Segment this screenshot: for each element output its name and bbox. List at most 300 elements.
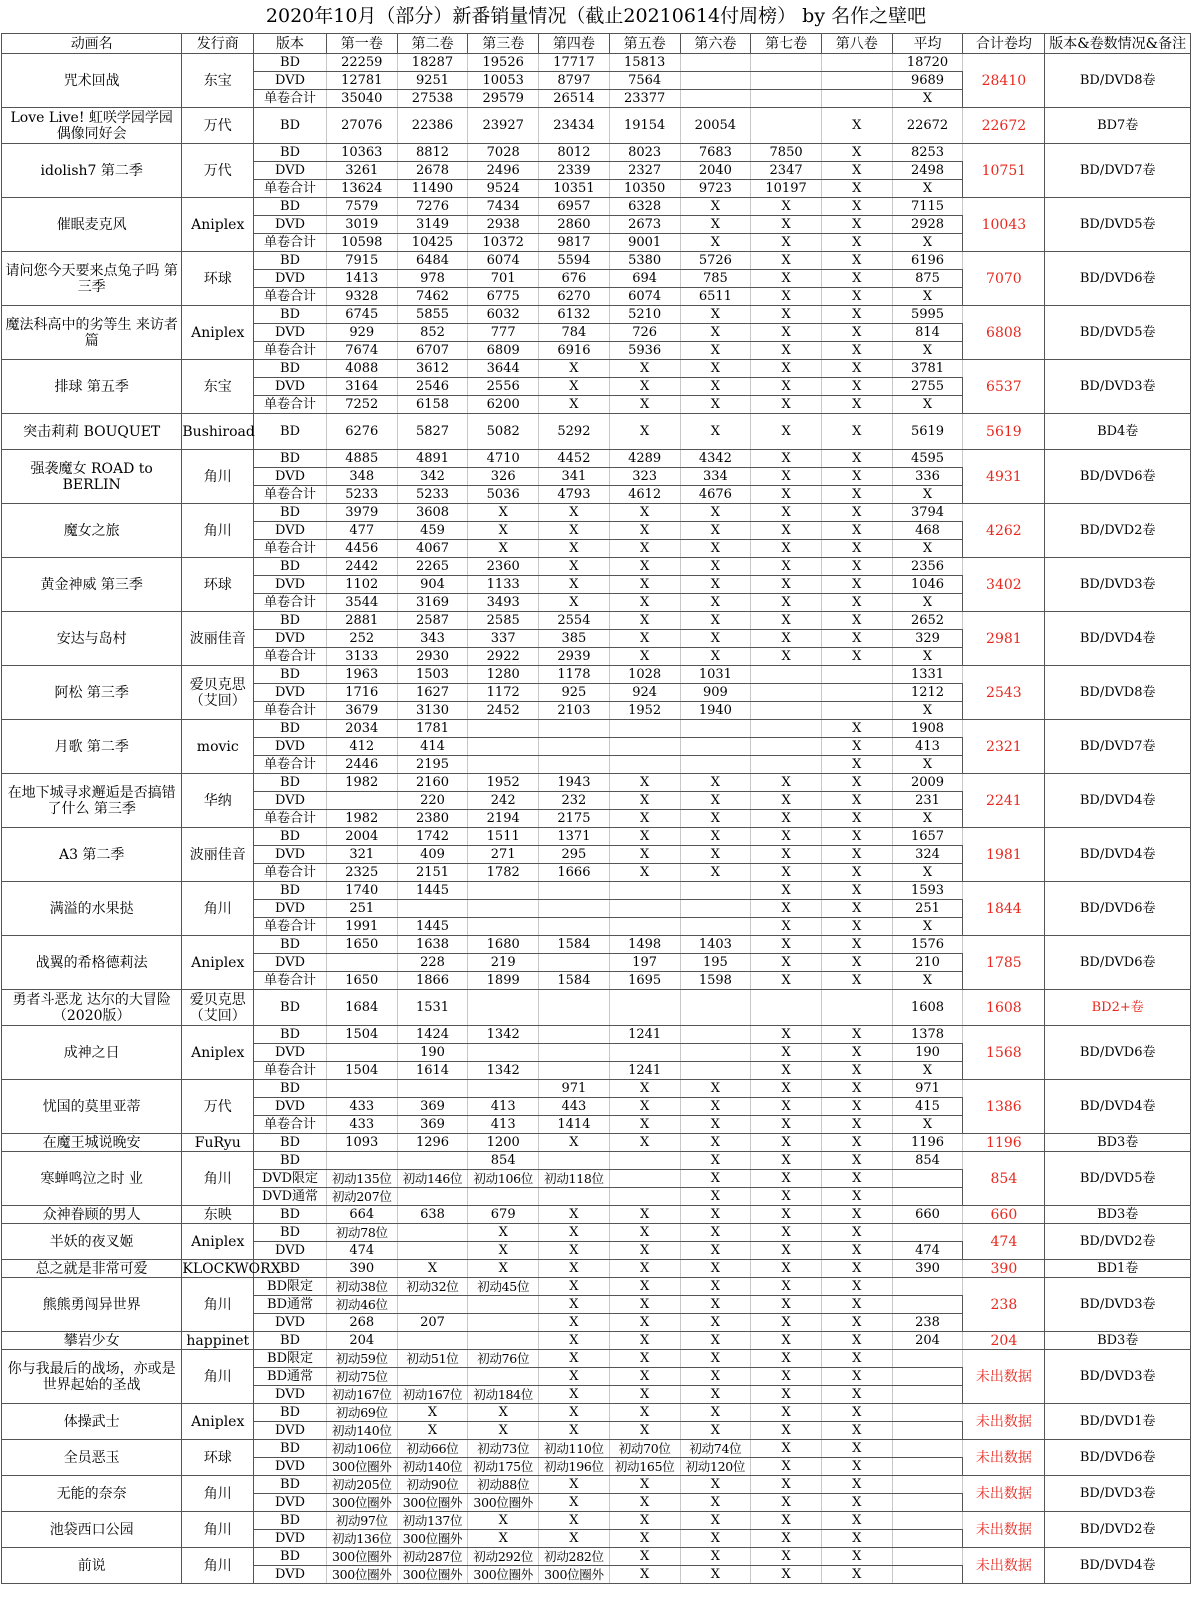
volume-cell <box>397 1368 468 1386</box>
volume-cell: X <box>751 1404 822 1422</box>
volume-cell: 694 <box>609 270 680 288</box>
volume-cell: 929 <box>326 324 397 342</box>
average-cell <box>892 1296 963 1314</box>
total-average: 4262 <box>963 504 1045 558</box>
table-row <box>2 1440 1191 1458</box>
publisher: KLOCKWORX <box>182 1260 281 1277</box>
volume-cell: X <box>609 1242 680 1260</box>
table-row <box>2 1278 1191 1296</box>
total-average: 2321 <box>963 720 1045 774</box>
edition-cell: BD限定 <box>254 1278 327 1296</box>
edition-note: BD/DVD2卷 <box>1045 1224 1191 1260</box>
volume-cell: 2930 <box>397 648 468 666</box>
volume-cell: X <box>821 522 892 540</box>
volume-cell: 343 <box>397 630 468 648</box>
publisher: Aniplex <box>182 198 254 252</box>
volume-cell: X <box>821 486 892 504</box>
volume-cell: 初动88位 <box>468 1476 539 1494</box>
edition-note: BD/DVD6卷 <box>1045 450 1191 504</box>
volume-cell: X <box>821 630 892 648</box>
volume-cell: 228 <box>397 954 468 972</box>
volume-cell: X <box>609 612 680 630</box>
volume-cell: 1716 <box>326 684 397 702</box>
volume-cell: X <box>751 1566 822 1584</box>
volume-cell: 664 <box>326 1206 397 1224</box>
average-cell: 6196 <box>892 252 963 270</box>
volume-cell: X <box>821 918 892 936</box>
edition-cell: DVD <box>254 846 327 864</box>
volume-cell: X <box>680 1260 751 1278</box>
volume-cell: 2442 <box>326 558 397 576</box>
volume-cell: 1742 <box>397 828 468 846</box>
volume-cell: 2004 <box>326 828 397 846</box>
volume-cell: X <box>751 468 822 486</box>
table-row <box>2 252 1191 270</box>
volume-cell: 初动59位 <box>326 1350 397 1368</box>
edition-cell: BD <box>254 1548 327 1566</box>
volume-cell: 6270 <box>539 288 610 306</box>
volume-cell: X <box>680 540 751 558</box>
volume-cell: X <box>751 216 822 234</box>
average-cell: X <box>892 234 963 252</box>
volume-cell: X <box>680 198 751 216</box>
volume-cell: 300位圈外 <box>397 1530 468 1548</box>
column-header: 第七卷 <box>751 34 822 54</box>
volume-cell: 1991 <box>326 918 397 936</box>
average-cell: 9689 <box>892 72 963 90</box>
total-average: 1608 <box>963 990 1045 1026</box>
average-cell <box>892 1386 963 1404</box>
total-average: 6808 <box>963 306 1045 360</box>
volume-cell: 19154 <box>609 108 680 144</box>
column-header: 版本&卷数情况&备注 <box>1045 34 1191 54</box>
volume-cell <box>751 108 822 144</box>
volume-cell: 10197 <box>751 180 822 198</box>
table-row <box>2 1224 1191 1242</box>
volume-cell: X <box>539 1530 610 1548</box>
volume-cell: X <box>751 1044 822 1062</box>
volume-cell: 5036 <box>468 486 539 504</box>
volume-cell <box>680 54 751 72</box>
edition-note: BD/DVD7卷 <box>1045 144 1191 198</box>
edition-cell: BD <box>254 828 327 846</box>
volume-cell: 5233 <box>326 486 397 504</box>
edition-cell: 单卷合计 <box>254 342 327 360</box>
edition-cell: BD限定 <box>254 1350 327 1368</box>
volume-cell <box>680 738 751 756</box>
volume-cell: 242 <box>468 792 539 810</box>
average-cell <box>892 1350 963 1368</box>
volume-cell <box>468 1044 539 1062</box>
total-average: 238 <box>963 1278 1045 1332</box>
edition-cell: BD <box>254 882 327 900</box>
volume-cell: X <box>680 414 751 450</box>
publisher: 万代 <box>182 108 254 144</box>
volume-cell: 22259 <box>326 54 397 72</box>
edition-cell: BD <box>254 1260 327 1278</box>
average-cell: 210 <box>892 954 963 972</box>
edition-note: BD/DVD8卷 <box>1045 54 1191 108</box>
total-average: 3402 <box>963 558 1045 612</box>
volume-cell: X <box>609 792 680 810</box>
average-cell: 5619 <box>892 414 963 450</box>
volume-cell: X <box>821 198 892 216</box>
total-average: 未出数据 <box>963 1440 1045 1476</box>
volume-cell <box>609 1152 680 1170</box>
volume-cell: X <box>821 954 892 972</box>
edition-cell: BD <box>254 414 327 450</box>
anime-name: 强袭魔女 ROAD to BERLIN <box>2 450 182 504</box>
volume-cell: X <box>821 1278 892 1296</box>
table-row <box>2 1548 1191 1566</box>
column-header: 第三卷 <box>468 34 539 54</box>
total-average: 未出数据 <box>963 1476 1045 1512</box>
volume-cell: X <box>751 648 822 666</box>
publisher: movic <box>182 720 254 774</box>
volume-cell: 1342 <box>468 1026 539 1044</box>
volume-cell: 1133 <box>468 576 539 594</box>
average-cell: 971 <box>892 1080 963 1098</box>
column-header: 第六卷 <box>680 34 751 54</box>
volume-cell <box>680 1026 751 1044</box>
volume-cell: 1102 <box>326 576 397 594</box>
average-cell: 204 <box>892 1332 963 1350</box>
edition-cell: BD通常 <box>254 1296 327 1314</box>
total-average: 7070 <box>963 252 1045 306</box>
average-cell: 2498 <box>892 162 963 180</box>
column-header: 动画名 <box>2 34 182 54</box>
volume-cell <box>468 882 539 900</box>
volume-cell: X <box>680 1566 751 1584</box>
average-cell: 4595 <box>892 450 963 468</box>
volume-cell: X <box>680 342 751 360</box>
volume-cell: 785 <box>680 270 751 288</box>
table-row <box>2 1080 1191 1098</box>
volume-cell: X <box>821 774 892 792</box>
volume-cell: 474 <box>326 1242 397 1260</box>
total-average: 10043 <box>963 198 1045 252</box>
edition-cell: 单卷合计 <box>254 486 327 504</box>
total-average: 1981 <box>963 828 1045 882</box>
edition-cell: DVD <box>254 1314 327 1332</box>
volume-cell: X <box>680 1404 751 1422</box>
edition-cell: DVD <box>254 1422 327 1440</box>
volume-cell <box>680 1044 751 1062</box>
volume-cell: 2673 <box>609 216 680 234</box>
total-average: 660 <box>963 1206 1045 1224</box>
average-cell: 329 <box>892 630 963 648</box>
volume-cell: 433 <box>326 1098 397 1116</box>
anime-name: 魔女之旅 <box>2 504 182 558</box>
volume-cell: X <box>609 1404 680 1422</box>
volume-cell: X <box>680 1296 751 1314</box>
volume-cell: 初动75位 <box>326 1368 397 1386</box>
volume-cell: 1342 <box>468 1062 539 1080</box>
volume-cell: 1403 <box>680 936 751 954</box>
volume-cell: 220 <box>397 792 468 810</box>
volume-cell: X <box>821 1044 892 1062</box>
volume-cell: 10363 <box>326 144 397 162</box>
volume-cell: X <box>821 1512 892 1530</box>
volume-cell: X <box>609 540 680 558</box>
volume-cell: 初动137位 <box>397 1512 468 1530</box>
volume-cell: 2556 <box>468 378 539 396</box>
edition-note: BD2+卷 <box>1045 990 1191 1026</box>
volume-cell: 6511 <box>680 288 751 306</box>
edition-note: BD/DVD4卷 <box>1045 774 1191 828</box>
volume-cell: 4612 <box>609 486 680 504</box>
volume-cell: 219 <box>468 954 539 972</box>
average-cell: X <box>892 1062 963 1080</box>
edition-cell: DVD <box>254 576 327 594</box>
volume-cell: X <box>751 1116 822 1134</box>
volume-cell: X <box>680 1332 751 1350</box>
edition-cell: BD <box>254 54 327 72</box>
edition-cell: DVD <box>254 954 327 972</box>
volume-cell <box>751 72 822 90</box>
total-average: 22672 <box>963 108 1045 144</box>
volume-cell: X <box>468 1242 539 1260</box>
volume-cell: 2194 <box>468 810 539 828</box>
publisher: Aniplex <box>182 1224 254 1260</box>
average-cell: 854 <box>892 1152 963 1170</box>
volume-cell: 1684 <box>326 990 397 1026</box>
volume-cell: 初动106位 <box>326 1440 397 1458</box>
volume-cell: X <box>751 936 822 954</box>
volume-cell: X <box>680 1134 751 1152</box>
edition-cell: BD <box>254 558 327 576</box>
volume-cell <box>539 882 610 900</box>
edition-cell: BD <box>254 1206 327 1224</box>
header-row <box>2 34 1191 54</box>
edition-cell: 单卷合计 <box>254 864 327 882</box>
edition-cell: BD <box>254 990 327 1026</box>
average-cell: X <box>892 486 963 504</box>
volume-cell: 2327 <box>609 162 680 180</box>
volume-cell: X <box>751 324 822 342</box>
volume-cell: 8812 <box>397 144 468 162</box>
volume-cell: 197 <box>609 954 680 972</box>
anime-name: 众神眷顾的男人 <box>2 1206 182 1224</box>
publisher: happinet <box>182 1332 254 1350</box>
volume-cell: 2678 <box>397 162 468 180</box>
edition-note: BD/DVD6卷 <box>1045 936 1191 990</box>
volume-cell: 7462 <box>397 288 468 306</box>
sales-table <box>1 33 1191 1584</box>
volume-cell: X <box>609 504 680 522</box>
volume-cell: 7683 <box>680 144 751 162</box>
anime-name: 忧国的莫里亚蒂 <box>2 1080 182 1134</box>
volume-cell: X <box>821 1116 892 1134</box>
edition-cell: 单卷合计 <box>254 396 327 414</box>
publisher: 波丽佳音 <box>182 828 254 882</box>
volume-cell: 初动140位 <box>326 1422 397 1440</box>
volume-cell <box>680 1062 751 1080</box>
volume-cell: X <box>751 810 822 828</box>
volume-cell <box>680 900 751 918</box>
volume-cell: X <box>539 522 610 540</box>
edition-cell: BD <box>254 1026 327 1044</box>
volume-cell: 385 <box>539 630 610 648</box>
volume-cell: X <box>680 612 751 630</box>
average-cell: 1378 <box>892 1026 963 1044</box>
table-row <box>2 1026 1191 1044</box>
volume-cell <box>751 756 822 774</box>
volume-cell: 6957 <box>539 198 610 216</box>
edition-cell: 单卷合计 <box>254 648 327 666</box>
volume-cell: 3608 <box>397 504 468 522</box>
volume-cell <box>609 738 680 756</box>
volume-cell: X <box>821 1206 892 1224</box>
volume-cell: 1940 <box>680 702 751 720</box>
table-row <box>2 450 1191 468</box>
total-average: 未出数据 <box>963 1548 1045 1584</box>
volume-cell: 4289 <box>609 450 680 468</box>
volume-cell: 3644 <box>468 360 539 378</box>
edition-cell: BD <box>254 1224 327 1242</box>
edition-cell: 单卷合计 <box>254 810 327 828</box>
volume-cell: X <box>821 252 892 270</box>
volume-cell: X <box>821 864 892 882</box>
volume-cell: X <box>539 1278 610 1296</box>
volume-cell: 2380 <box>397 810 468 828</box>
volume-cell <box>468 1080 539 1098</box>
publisher: 角川 <box>182 450 254 504</box>
volume-cell: X <box>468 1512 539 1530</box>
volume-cell: X <box>821 270 892 288</box>
volume-cell: 2103 <box>539 702 610 720</box>
volume-cell <box>751 684 822 702</box>
volume-cell: X <box>821 288 892 306</box>
anime-name: 半妖的夜叉姬 <box>2 1224 182 1260</box>
volume-cell: X <box>821 324 892 342</box>
edition-cell: BD <box>254 1476 327 1494</box>
volume-cell: 1666 <box>539 864 610 882</box>
volume-cell: 348 <box>326 468 397 486</box>
edition-cell: BD <box>254 1440 327 1458</box>
volume-cell: 2265 <box>397 558 468 576</box>
volume-cell: X <box>751 1206 822 1224</box>
volume-cell: 2160 <box>397 774 468 792</box>
edition-note: BD/DVD2卷 <box>1045 504 1191 558</box>
volume-cell: 3979 <box>326 504 397 522</box>
volume-cell: X <box>821 1242 892 1260</box>
volume-cell: X <box>680 1350 751 1368</box>
volume-cell: 初动66位 <box>397 1440 468 1458</box>
volume-cell: 1424 <box>397 1026 468 1044</box>
volume-cell: 1627 <box>397 684 468 702</box>
average-cell: X <box>892 540 963 558</box>
volume-cell: X <box>751 1278 822 1296</box>
volume-cell: 5082 <box>468 414 539 450</box>
volume-cell: X <box>821 792 892 810</box>
volume-cell: 初动120位 <box>680 1458 751 1476</box>
volume-cell: X <box>680 1548 751 1566</box>
edition-cell: 单卷合计 <box>254 756 327 774</box>
volume-cell: X <box>751 1440 822 1458</box>
average-cell: X <box>892 864 963 882</box>
publisher: Aniplex <box>182 936 254 990</box>
column-header: 第五卷 <box>609 34 680 54</box>
table-row <box>2 720 1191 738</box>
volume-cell: 3149 <box>397 216 468 234</box>
volume-cell: 27076 <box>326 108 397 144</box>
edition-cell: DVD <box>254 1458 327 1476</box>
volume-cell: X <box>680 306 751 324</box>
edition-note: BD/DVD7卷 <box>1045 720 1191 774</box>
volume-cell: X <box>751 918 822 936</box>
publisher: Aniplex <box>182 1026 254 1080</box>
table-row <box>2 54 1191 72</box>
volume-cell: X <box>751 594 822 612</box>
publisher: Aniplex <box>182 306 254 360</box>
volume-cell: 1498 <box>609 936 680 954</box>
edition-cell: BD <box>254 306 327 324</box>
column-header: 合计卷均 <box>963 34 1045 54</box>
edition-cell: BD <box>254 450 327 468</box>
edition-cell: DVD <box>254 1044 327 1062</box>
publisher: 角川 <box>182 1512 254 1548</box>
edition-cell: BD <box>254 1332 327 1350</box>
volume-cell <box>326 954 397 972</box>
volume-cell: X <box>680 1188 751 1206</box>
volume-cell: 9524 <box>468 180 539 198</box>
edition-note: BD7卷 <box>1045 108 1191 144</box>
volume-cell: 4067 <box>397 540 468 558</box>
table-row <box>2 936 1191 954</box>
volume-cell <box>680 72 751 90</box>
volume-cell: X <box>609 648 680 666</box>
average-cell: X <box>892 180 963 198</box>
volume-cell: 852 <box>397 324 468 342</box>
volume-cell: X <box>821 1404 892 1422</box>
average-cell <box>892 1224 963 1242</box>
volume-cell: X <box>751 1080 822 1098</box>
volume-cell: 8012 <box>539 144 610 162</box>
average-cell: 5995 <box>892 306 963 324</box>
volume-cell: 初动106位 <box>468 1170 539 1188</box>
volume-cell: 初动205位 <box>326 1476 397 1494</box>
volume-cell <box>609 1044 680 1062</box>
volume-cell: X <box>751 1134 822 1152</box>
column-header: 发行商 <box>182 34 254 54</box>
volume-cell: X <box>680 1098 751 1116</box>
volume-cell: 4891 <box>397 450 468 468</box>
volume-cell: X <box>539 1368 610 1386</box>
total-average: 6537 <box>963 360 1045 414</box>
average-cell: X <box>892 702 963 720</box>
volume-cell: X <box>821 612 892 630</box>
publisher: 角川 <box>182 504 254 558</box>
table-row <box>2 1476 1191 1494</box>
total-average: 854 <box>963 1152 1045 1206</box>
volume-cell: X <box>821 1026 892 1044</box>
volume-cell: X <box>821 1458 892 1476</box>
volume-cell: X <box>680 864 751 882</box>
volume-cell: 6074 <box>468 252 539 270</box>
volume-cell: X <box>751 1332 822 1350</box>
volume-cell: X <box>609 1134 680 1152</box>
volume-cell: 5827 <box>397 414 468 450</box>
volume-cell: 854 <box>468 1152 539 1170</box>
average-cell: 1608 <box>892 990 963 1026</box>
volume-cell: 初动110位 <box>539 1440 610 1458</box>
volume-cell: X <box>539 504 610 522</box>
average-cell: 8253 <box>892 144 963 162</box>
volume-cell: 195 <box>680 954 751 972</box>
edition-cell: BD <box>254 252 327 270</box>
volume-cell: X <box>751 1026 822 1044</box>
